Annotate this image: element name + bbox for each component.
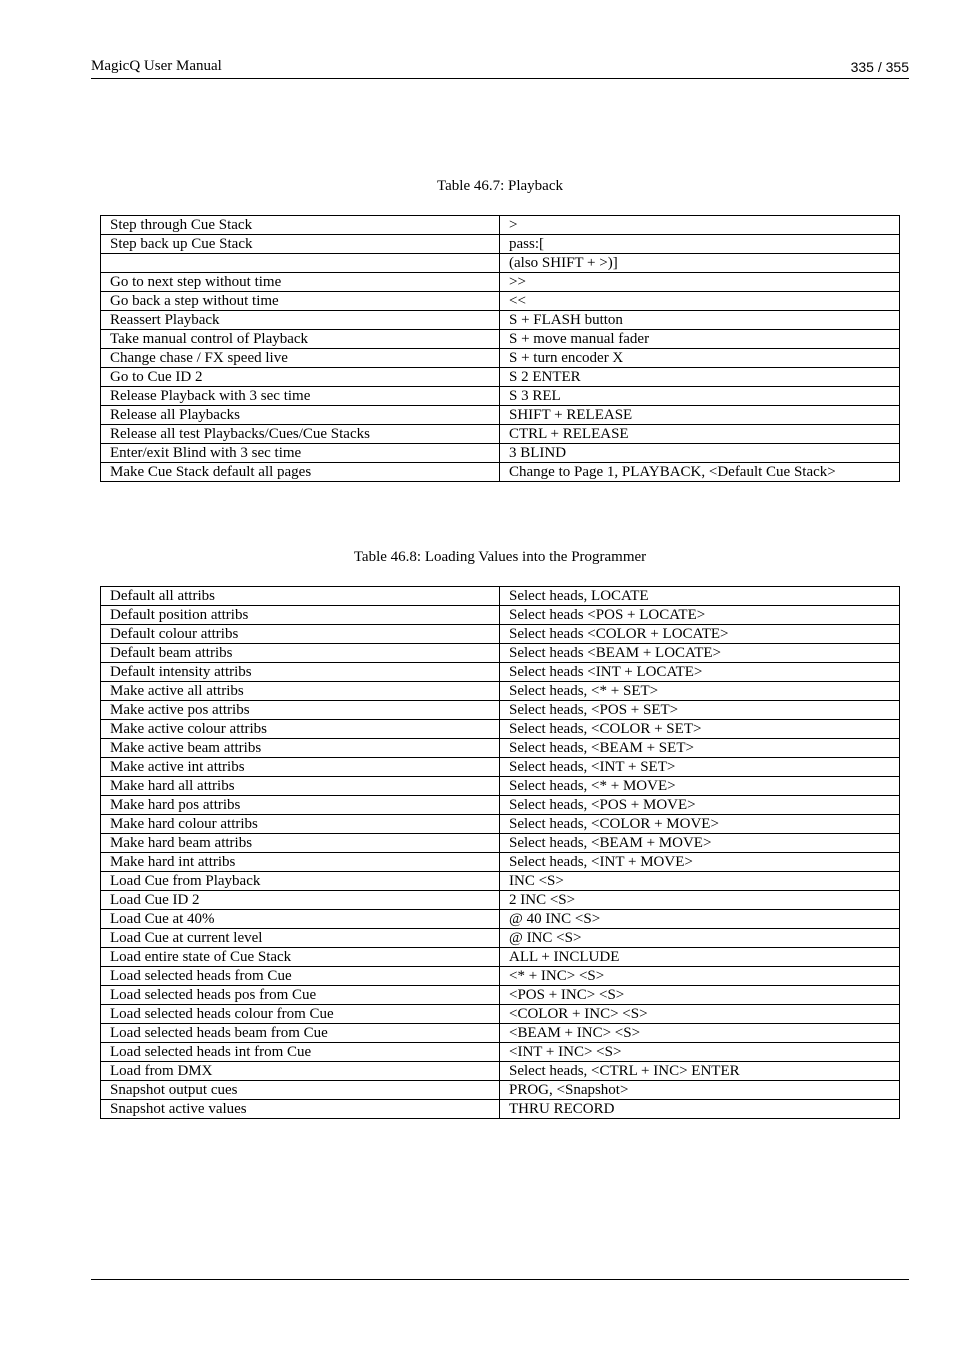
table-row [101,777,900,796]
table-row [101,758,900,777]
keys-cell: Select heads, <COLOR + MOVE> [500,815,900,834]
action-cell: Load selected heads int from Cue [101,1043,500,1062]
action-cell: Make hard colour attribs [101,815,500,834]
keys-cell: <COLOR + INC> <S> [500,1005,900,1024]
keys-cell: S + FLASH button [500,311,900,330]
action-cell: Load selected heads pos from Cue [101,986,500,1005]
action-cell: Make active beam attribs [101,739,500,758]
table-row [101,292,900,311]
keys-cell: pass:[ [500,235,900,254]
action-cell: Change chase / FX speed live [101,349,500,368]
keys-cell: <* + INC> <S> [500,967,900,986]
keys-cell: Select heads <INT + LOCATE> [500,663,900,682]
keys-cell: <INT + INC> <S> [500,1043,900,1062]
page-header [91,58,909,79]
table-row [101,254,900,273]
table-row [101,872,900,891]
loading-values-table [100,586,900,1119]
keys-cell: >> [500,273,900,292]
action-cell: Load selected heads beam from Cue [101,1024,500,1043]
table-row [101,587,900,606]
table-row [101,720,900,739]
action-cell: Make hard beam attribs [101,834,500,853]
keys-cell: S 2 ENTER [500,368,900,387]
table-row [101,891,900,910]
table-row [101,1062,900,1081]
action-cell: Make hard int attribs [101,853,500,872]
keys-cell: S + turn encoder X [500,349,900,368]
table-row [101,644,900,663]
keys-cell: @ INC <S> [500,929,900,948]
action-cell: Load Cue ID 2 [101,891,500,910]
action-cell: Make hard all attribs [101,777,500,796]
action-cell: Make active int attribs [101,758,500,777]
action-cell: Make Cue Stack default all pages [101,463,500,482]
keys-cell: Select heads, <POS + MOVE> [500,796,900,815]
action-cell: Step back up Cue Stack [101,235,500,254]
table-row [101,463,900,482]
action-cell [101,254,500,273]
table-row [101,311,900,330]
action-cell: Enter/exit Blind with 3 sec time [101,444,500,463]
keys-cell: Select heads, <BEAM + SET> [500,739,900,758]
document-title: MagicQ User Manual [91,58,222,74]
action-cell: Release Playback with 3 sec time [101,387,500,406]
table-row [101,663,900,682]
table-caption-loading: Table 46.8: Loading Values into the Programmer [353,549,647,565]
keys-cell: << [500,292,900,311]
action-cell: Go back a step without time [101,292,500,311]
keys-cell: Select heads, <BEAM + MOVE> [500,834,900,853]
table-row [101,1043,900,1062]
table-row [101,273,900,292]
keys-cell: Select heads <POS + LOCATE> [500,606,900,625]
table-row [101,796,900,815]
action-cell: Take manual control of Playback [101,330,500,349]
action-cell: Step through Cue Stack [101,216,500,235]
action-cell: Make hard pos attribs [101,796,500,815]
table-row [101,235,900,254]
keys-cell: Select heads, <POS + SET> [500,701,900,720]
action-cell: Release all test Playbacks/Cues/Cue Stacks [101,425,500,444]
table-row [101,330,900,349]
keys-cell: Select heads, <CTRL + INC> ENTER [500,1062,900,1081]
keys-cell: 3 BLIND [500,444,900,463]
keys-cell: Select heads <COLOR + LOCATE> [500,625,900,644]
table-row [101,1081,900,1100]
action-cell: Make active pos attribs [101,701,500,720]
keys-cell: CTRL + RELEASE [500,425,900,444]
table-row [101,834,900,853]
table-row [101,368,900,387]
keys-cell: > [500,216,900,235]
table-row [101,929,900,948]
action-cell: Make active colour attribs [101,720,500,739]
keys-cell: (also SHIFT + >)] [500,254,900,273]
keys-cell: Select heads, <INT + MOVE> [500,853,900,872]
table-row [101,216,900,235]
action-cell: Load selected heads from Cue [101,967,500,986]
table-row [101,425,900,444]
table-row [101,1100,900,1119]
action-cell: Default beam attribs [101,644,500,663]
keys-cell: Change to Page 1, PLAYBACK, <Default Cue Stack> [500,463,900,482]
action-cell: Snapshot output cues [101,1081,500,1100]
keys-cell: SHIFT + RELEASE [500,406,900,425]
table-row [101,739,900,758]
keys-cell: Select heads, <COLOR + SET> [500,720,900,739]
action-cell: Load Cue at 40% [101,910,500,929]
keys-cell: Select heads <BEAM + LOCATE> [500,644,900,663]
action-cell: Load Cue from Playback [101,872,500,891]
keys-cell: Select heads, <INT + SET> [500,758,900,777]
keys-cell: S 3 REL [500,387,900,406]
table-row [101,625,900,644]
action-cell: Load entire state of Cue Stack [101,948,500,967]
keys-cell: @ 40 INC <S> [500,910,900,929]
table-row [101,387,900,406]
action-cell: Reassert Playback [101,311,500,330]
page-number: 335 / 355 [850,59,909,75]
action-cell: Release all Playbacks [101,406,500,425]
playback-table [100,215,900,482]
action-cell: Snapshot active values [101,1100,500,1119]
table-row [101,444,900,463]
keys-cell: PROG, <Snapshot> [500,1081,900,1100]
keys-cell: Select heads, <* + SET> [500,682,900,701]
keys-cell: ALL + INCLUDE [500,948,900,967]
action-cell: Go to next step without time [101,273,500,292]
action-cell: Load Cue at current level [101,929,500,948]
action-cell: Load selected heads colour from Cue [101,1005,500,1024]
table-row [101,349,900,368]
keys-cell: INC <S> [500,872,900,891]
keys-cell: <BEAM + INC> <S> [500,1024,900,1043]
action-cell: Default colour attribs [101,625,500,644]
table-row [101,682,900,701]
action-cell: Load from DMX [101,1062,500,1081]
keys-cell: 2 INC <S> [500,891,900,910]
keys-cell: <POS + INC> <S> [500,986,900,1005]
keys-cell: Select heads, LOCATE [500,587,900,606]
table-row [101,606,900,625]
action-cell: Make active all attribs [101,682,500,701]
table-row [101,1024,900,1043]
table-row [101,986,900,1005]
keys-cell: S + move manual fader [500,330,900,349]
table-row [101,910,900,929]
keys-cell: THRU RECORD [500,1100,900,1119]
action-cell: Default position attribs [101,606,500,625]
table-row [101,967,900,986]
table-row [101,406,900,425]
table-row [101,701,900,720]
action-cell: Go to Cue ID 2 [101,368,500,387]
table-row [101,815,900,834]
table-row [101,948,900,967]
table-row [101,853,900,872]
keys-cell: Select heads, <* + MOVE> [500,777,900,796]
table-caption-playback: Table 46.7: Playback [437,178,563,194]
action-cell: Default all attribs [101,587,500,606]
action-cell: Default intensity attribs [101,663,500,682]
footer-rule [91,1279,909,1280]
table-row [101,1005,900,1024]
